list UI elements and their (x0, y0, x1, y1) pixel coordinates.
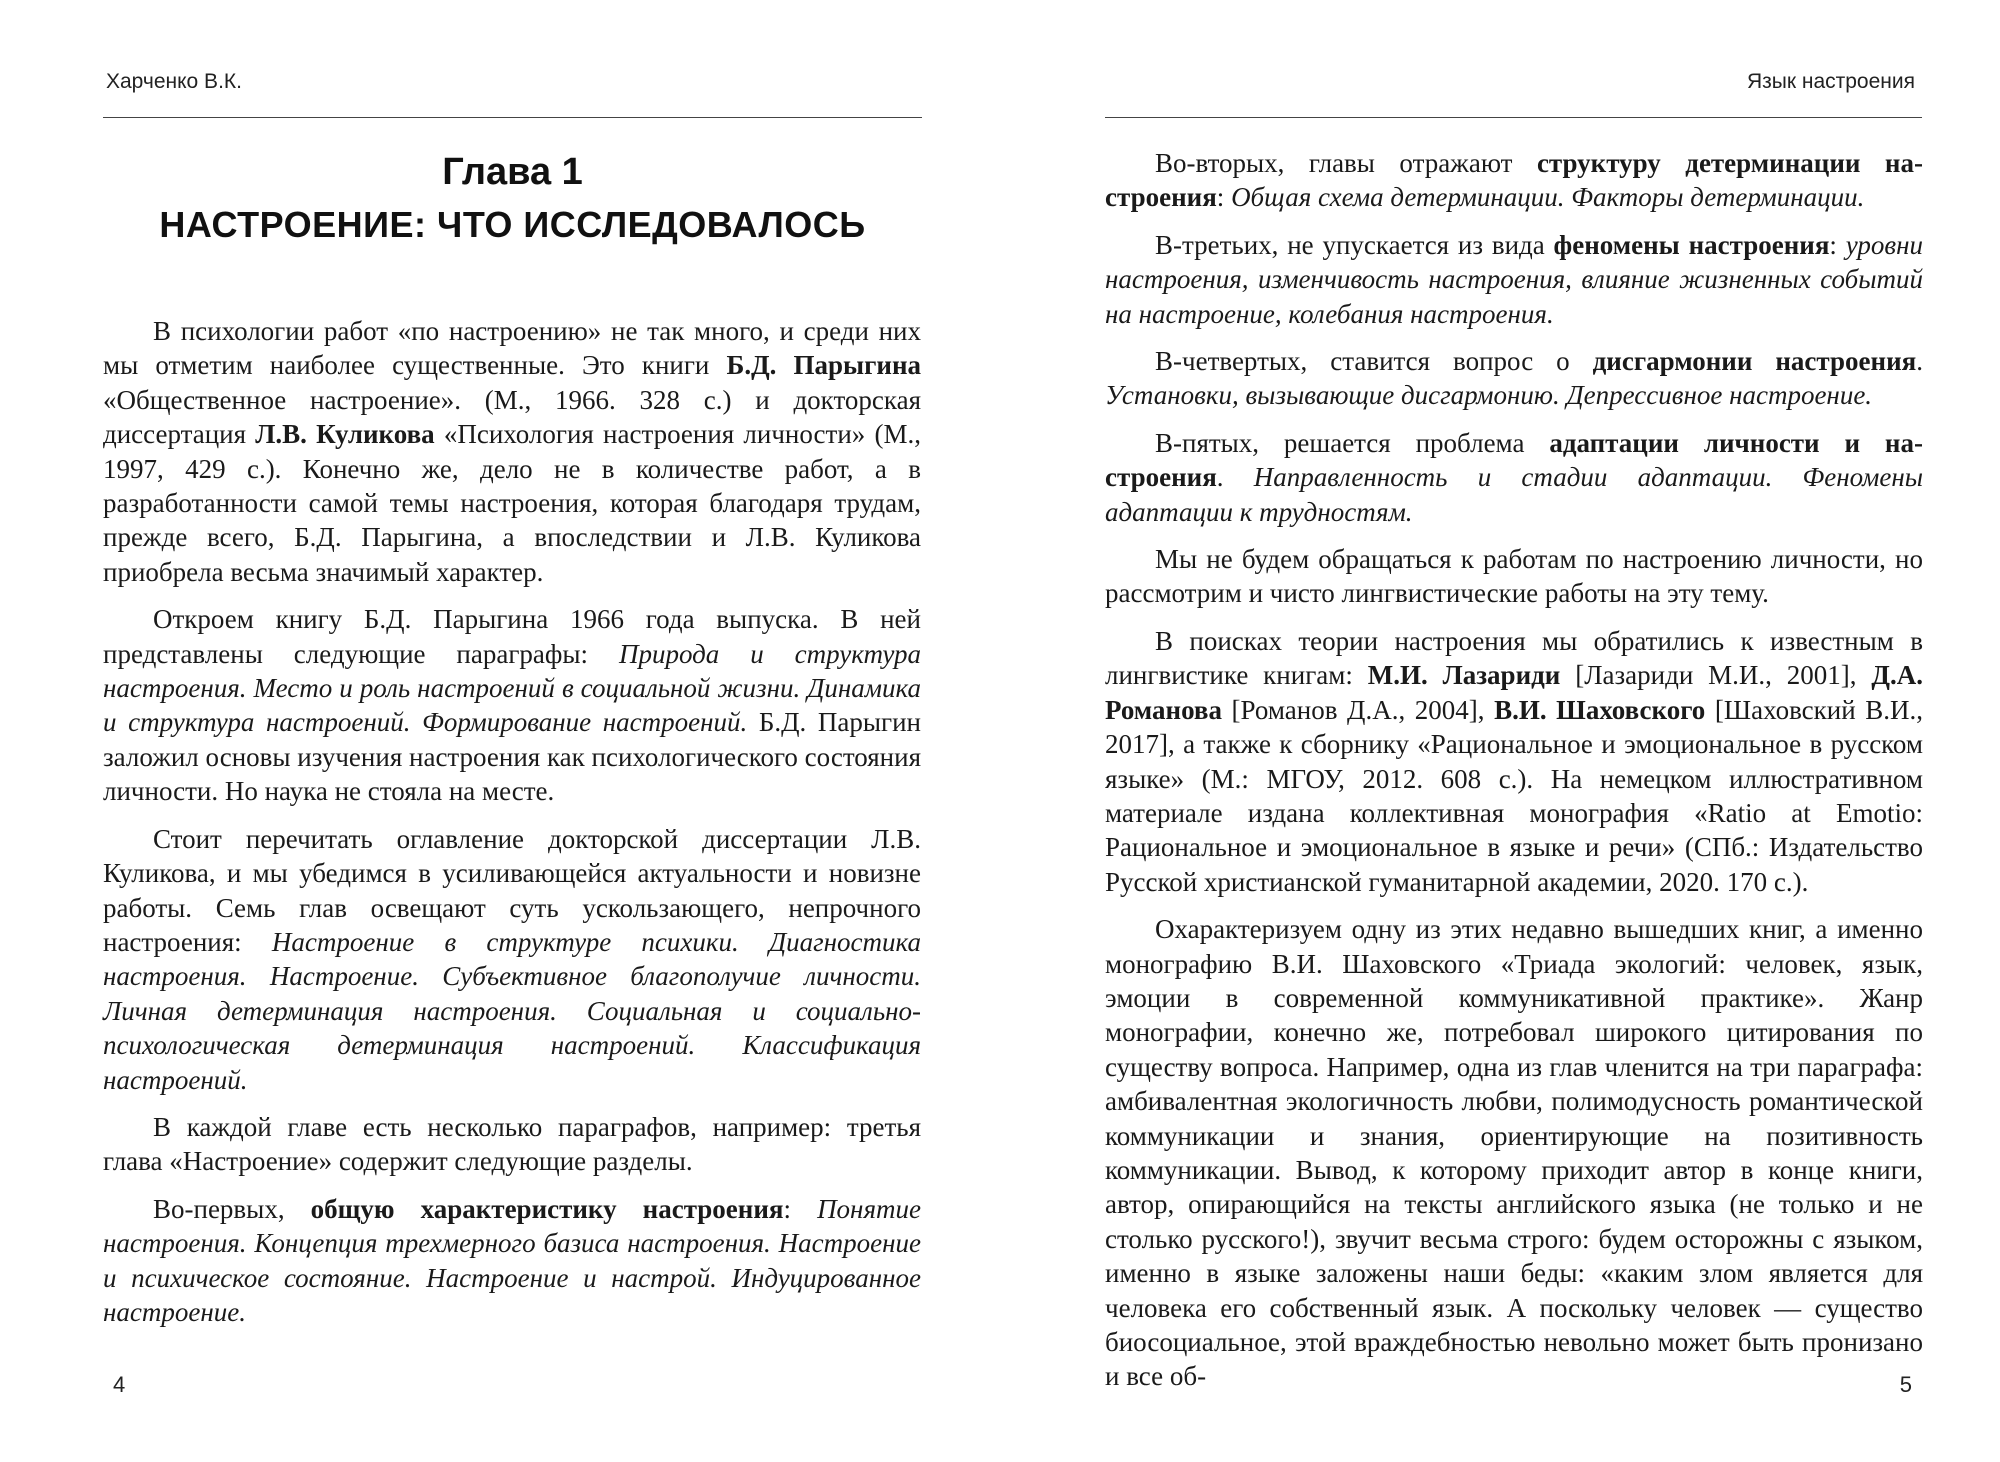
right-page (1000, 0, 2000, 1462)
header-rule (103, 117, 922, 118)
chapter-number: Глава 1 (442, 151, 583, 193)
paragraph: В психологии работ «по настроению» не так много, и среди них мы отметим наиболее существенные. Это книги Б.Д. Парыгина «Общественное настроение». (М., 1966. 328 с.) и докторская диссертация Л.В. Куликова «Психология настроения личности» (М., 1997, 429 с.). Конечно же, дело не в количестве работ, а в разработанности самой темы настроения, которая благодаря трудам, прежде всего, Б.Д. Парыгина, а впоследствии и Л.В. Куликова приобрела весьма значимый характер. (103, 316, 921, 587)
chapter-heading (103, 146, 922, 252)
paragraph: Охарактеризуем одну из этих недавно вышедших книг, а именно монографию В.И. Шаховского «Триада экологий: человек, язык, эмоции в современной коммуникативной практике». Жанр монографии, конечно же, потребовал широкого цитирования по существу вопроса. Например, одна из глав членится на три параграфа: амбивалентная экологичность любви, полимодусность романтической коммуникации и знания, ориентирующие на позитивность коммуникации. Вывод, к которому приходит автор в конце книги, автор, опирающийся на тексты английского языка (не только и не столько русского!), звучит весьма строго: будем осторожны с языком, именно в языке заложены наши беды: «каким злом является для человека его собственный язык. А поскольку человек — существо биосоциальное, этой враждебностью невольно может быть пронизано и все об- (1105, 914, 1923, 1392)
paragraph: В-пятых, решается проблема адаптации личности и настроения. Направленность и стадии адаптации. Феномены адаптации к трудностям. (1105, 427, 1923, 527)
paragraph: В-третьих, не упускается из вида феномены настроения: уровни настроения, изменчивость настроения, влияние жизненных событий на настроение, колебания настроения. (1105, 229, 1923, 329)
right-body-text (1105, 146, 1923, 1394)
page-number: 5 (1899, 1372, 1912, 1397)
paragraph: Во-первых, общую характеристику настроения: Понятие настроения. Концепция трехмерного базиса настроения. Настроение и психическое состояние. Настроение и настрой. Индуцированное настроение. (103, 1193, 921, 1327)
paragraph: Стоит перечитать оглавление докторской диссертации Л.В. Куликова, и мы убедимся в усиливающейся актуальности и новизне работы. Семь глав освещают суть ускользающего, непрочного настроения: Настроение в структуре психики. Диагностика настроения. Настроение. Субъективное благополучие личности. Личная детерминация настроения. Социальная и социально-психологическая детерминация настроений. Классификация настроений. (103, 823, 921, 1095)
paragraph: В каждой главе есть несколько параграфов, например: третья глава «Настроение» содержит следующие разделы. (103, 1111, 921, 1177)
paragraph: Во-вторых, главы отражают структуру детерминации настроения: Общая схема детерминации. Факторы детерминации. (1105, 148, 1923, 213)
running-head-title: Язык настроения (1746, 70, 1915, 93)
paragraph: В поисках теории настроения мы обратились к известным в лингвистике книгам: М.И. Лазариди [Лазариди М.И., 2001], Д.А. Романова [Романов Д.А., 2004], В.И. Шаховского [Шаховский В.И., 2017], а также к сборнику «Рациональное и эмоциональное в русском языке» (М.: МГОУ, 2012. 608 с.). На немецком иллюстративном материале издана коллективная монография «Ratio at Emotio: Рациональное и эмоциональное в языке и речи» (СПб.: Издательство Русской христианской гуманитарной академии, 2020. 170 с.). (1105, 625, 1923, 897)
paragraph: Мы не будем обращаться к работам по настроению личности, но рассмотрим и чисто лингвистические работы на эту тему. (1105, 544, 1923, 609)
running-head-author: Харченко В.К. (106, 70, 242, 93)
header-rule (1105, 117, 1922, 118)
page-number: 4 (113, 1372, 126, 1397)
paragraph: В-четвертых, ставится вопрос о дисгармонии настроения. Установки, вызывающие дисгармонию. Депрессивное настроение. (1105, 346, 1923, 411)
chapter-title: НАСТРОЕНИЕ: ЧТО ИССЛЕДОВАЛОСЬ (159, 204, 866, 245)
left-body-text (103, 314, 921, 1329)
paragraph: Откроем книгу Б.Д. Парыгина 1966 года выпуска. В ней представлены следующие параграфы: Природа и структура настроения. Место и роль настроений в социальной жизни. Динамика и структура настроений. Формирование настроений. Б.Д. Парыгин заложил основы изучения настроения как психологического состояния личности. Но наука не стояла на месте. (103, 604, 921, 807)
